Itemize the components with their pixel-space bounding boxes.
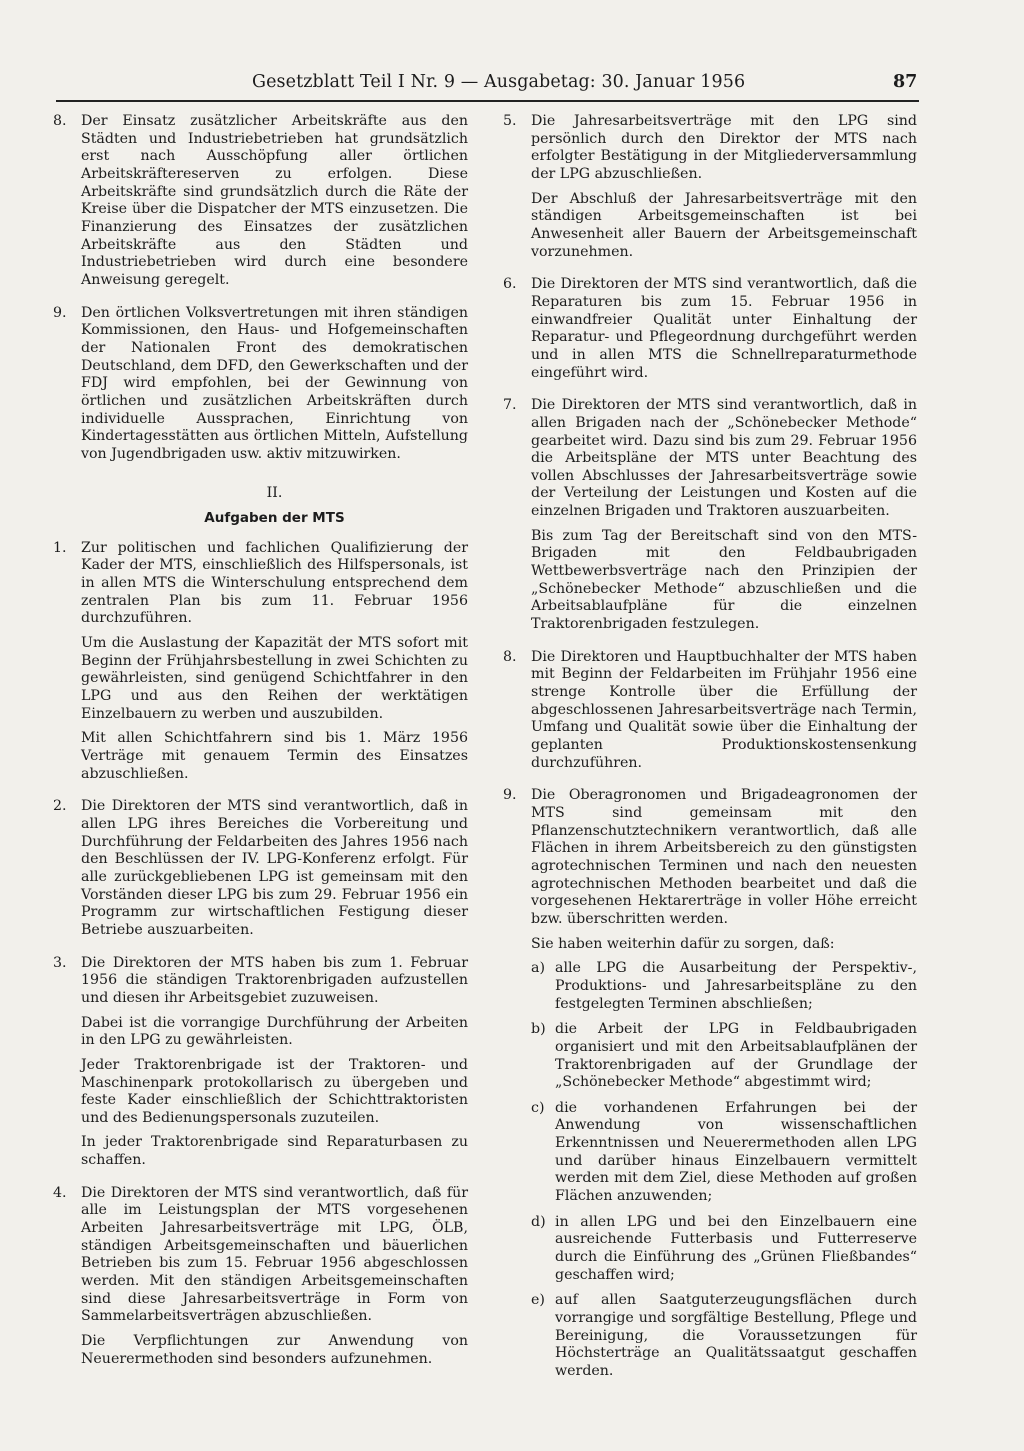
paragraph: Der Abschluß der Jahresarbeitsverträge mit den ständigen Arbeitsgemeinschaften ist bei Anwesenheit aller Bauern der Arbeitsgemeinschaft vorzunehmen. xyxy=(531,190,917,260)
page-header xyxy=(0,72,1024,102)
item-number: 5. xyxy=(503,113,517,129)
item-number: 4. xyxy=(53,1184,67,1201)
paragraph: Die Verpflichtungen zur Anwendung von Neuerermethoden sind besonders aufzunehmen. xyxy=(81,1333,468,1367)
sub-item-b xyxy=(531,1021,917,1092)
paragraph: Sie haben weiterhin dafür zu sorgen, daß: xyxy=(531,935,835,952)
item-number: 6. xyxy=(503,276,517,293)
sub-item-letter: e) xyxy=(531,1292,545,1309)
task-item-3 xyxy=(53,955,468,1170)
paragraph: Die Direktoren der MTS sind verantwortlich, daß für alle im Leistungsplan der MTS vorgesehenen Arbeiten Jahresarbeitsverträge mit LPG, ÖLB, ständigen Arbeitsgemeinschaften und bäuerlichen Betrieben bis zum 15. Februar 1956 abgeschlossen werden. Mit den ständigen Arbeitsgemeinschaften sind diese Jahresarbeitsverträge in Form von Sammelarbeitsverträgen abzuschließen. xyxy=(81,1184,468,1325)
sub-item-letter: c) xyxy=(531,1099,545,1116)
sub-item-text: auf allen Saatguterzeugungsflächen durch vorrangige und sorgfältige Bestellung, Pflege und Bereinigung, die Voraussetzungen für Höchsterträge an Qualitätssaatgut geschaffen werden. xyxy=(555,1292,917,1379)
sub-item-letter: b) xyxy=(531,1021,546,1038)
sub-item-letter: d) xyxy=(531,1213,546,1230)
sub-item-c xyxy=(531,1100,917,1206)
item-text: Der Einsatz zusätzlicher Arbeitskräfte aus den Städten und Industriebetrieben hat grundsätzlich erst nach Ausschöpfung aller örtlichen Arbeitskräftereserven zu erfolgen. Diese Arbeitskräfte sind grundsätzlich durch die Räte der Kreise über die Dispatcher der MTS einzusetzen. Die Finanzierung des Einsatzes der zusätzlichen Arbeitskräfte aus den Städten und Industriebetrieben wird durch eine besondere Anweisung geregelt. xyxy=(81,113,468,288)
task-item-8 xyxy=(503,649,917,773)
left-column xyxy=(53,113,468,1383)
paragraph: Die Direktoren und Hauptbuchhalter der MTS haben mit Beginn der Feldarbeiten im Frühjahr 1956 eine strenge Kontrolle über die Erfüllung der abgeschlossenen Jahresarbeitsverträge nach Termin, Umfang und Qualität sowie über die Einhaltung der geplanten Produktionskostensenkung durchzuführen. xyxy=(531,648,917,771)
item-number: 1. xyxy=(53,539,67,556)
paragraph: Die Direktoren der MTS haben bis zum 1. Februar 1956 die ständigen Traktorenbrigaden aufzustellen und diesen ihr Arbeitsgebiet zuzuweisen. xyxy=(81,954,468,1006)
item-number: 9. xyxy=(53,304,67,321)
section-item-9 xyxy=(53,305,468,464)
item-number: 9. xyxy=(503,787,517,804)
item-number: 8. xyxy=(503,648,517,665)
item-number: 2. xyxy=(53,798,67,815)
paragraph: Zur politischen und fachlichen Qualifizierung der Kader der MTS, einschließlich des Hilfspersonals, ist in allen MTS die Winterschulung entsprechend dem zentralen Plan bis zum 11. Februar 1956 durchzuführen. xyxy=(81,539,468,627)
header-rule xyxy=(56,100,919,102)
section-item-8 xyxy=(53,113,468,290)
paragraph: Mit allen Schichtfahrern sind bis 1. März 1956 Verträge mit genauem Termin des Einsatzes abzuschließen. xyxy=(81,730,468,782)
section-title: Aufgaben der MTS xyxy=(204,510,345,527)
page-number: 87 xyxy=(893,72,918,92)
sub-item-text: in allen LPG und bei den Einzelbauern eine ausreichende Futterbasis und Futterreserve durch die Einführung des „Grünen Fließbandes“ geschaffen wird; xyxy=(555,1213,917,1283)
sub-item-text: die Arbeit der LPG in Feldbaubrigaden organisiert und mit den Arbeitsablaufplänen der Traktorenbrigaden auf der Grundlage der „Schönebecker Methode“ abgestimmt wird; xyxy=(555,1021,917,1091)
sub-item-letter: a) xyxy=(531,960,545,977)
paragraph: Die Jahresarbeitsverträge mit den LPG sind persönlich durch den Direktor der MTS nach erfolgter Bestätigung in der Mitgliederversammlung der LPG abzuschließen. xyxy=(531,113,917,182)
right-column xyxy=(503,113,917,1396)
paragraph: Die Direktoren der MTS sind verantwortlich, daß die Reparaturen bis zum 15. Februar 1956 in einwandfreier Qualität unter Einhaltung der Reparatur- und Pflegeordnung durchgeführt werden und in allen MTS die Schnellreparaturmethode eingeführt wird. xyxy=(531,276,917,381)
paragraph: Dabei ist die vorrangige Durchführung der Arbeiten in den LPG zu gewährleisten. xyxy=(81,1014,468,1049)
paragraph: Um die Auslastung der Kapazität der MTS sofort mit Beginn der Frühjahrsbestellung in zwei Schichten zu gewährleisten, sind genügend Schichtfahrer in den LPG und aus den Reihen der werktätigen Einzelbauern zu werben und auszubilden. xyxy=(81,635,468,722)
paragraph: Die Oberagronomen und Brigadeagronomen der MTS sind gemeinsam mit den Pflanzenschutztechnikern verantwortlich, daß alle Flächen in ihrem Arbeitsbereich zu den günstigsten agrotechnischen Terminen und nach den neuesten agrotechnischen Methoden bearbeitet und daß die vorgesehenen Hektarerträge in voller Höhe erreicht bzw. überschritten werden. xyxy=(531,787,917,927)
paragraph: Bis zum Tag der Bereitschaft sind von den MTS-Brigaden mit den Feldbaubrigaden Wettbewerbsverträge nach den Prinzipien der „Schönebecker Methode“ abzuschließen und die Arbeitsablaufpläne für die einzelnen Traktorenbrigaden festzulegen. xyxy=(531,527,917,633)
task-item-9 xyxy=(503,787,917,1380)
task-item-5 xyxy=(503,113,917,261)
item-number: 8. xyxy=(53,113,67,129)
section-number: II. xyxy=(266,485,283,502)
item-number: 7. xyxy=(503,397,517,414)
task-item-6 xyxy=(503,276,917,382)
sub-item-a xyxy=(531,960,917,1013)
paragraph: In jeder Traktorenbrigade sind Reparaturbasen zu schaffen. xyxy=(81,1134,468,1169)
sub-item-d xyxy=(531,1214,917,1285)
item-text: Den örtlichen Volksvertretungen mit ihren ständigen Kommissionen, den Haus- und Hofgemeinschaften der Nationalen Front des demokratischen Deutschland, dem DFD, den Gewerkschaften und der FDJ wird empfohlen, bei der Gewinnung von örtlichen und zusätzlichen Arbeitskräften durch individuelle Aussprachen, Einrichtung von Kindertagesstätten aus örtlichen Mitteln, Aufstellung von Jugendbrigaden usw. aktiv mitzuwirken. xyxy=(81,304,468,462)
sub-item-text: die vorhandenen Erfahrungen bei der Anwendung von wissenschaftlichen Erkenntnissen und Neuerermethoden allen LPG und darüber hinaus Einzelbauern vermittelt werden mit dem Ziel, diese Methoden auf großen Flächen anzuwenden; xyxy=(555,1099,917,1205)
paragraph: Die Direktoren der MTS sind verantwortlich, daß in allen LPG ihres Bereiches die Vorbereitung und Durchführung der Feldarbeiten des Jahres 1956 nach den Beschlüssen der IV. LPG-Konferenz erfolgt. Für alle zurückgebliebenen LPG ist gemeinsam mit den Vorständen dieser LPG bis zum 29. Februar 1956 ein Programm zur wirtschaftlichen Festigung dieser Betriebe auszuarbeiten. xyxy=(81,798,468,938)
header-title: Gesetzblatt Teil I Nr. 9 — Ausgabetag: 30. Januar 1956 xyxy=(252,72,746,92)
task-item-7 xyxy=(503,397,917,634)
paragraph: Jeder Traktorenbrigade ist der Traktoren- und Maschinenpark protokollarisch zu übergeben und feste Kader einschließlich der Schichttraktoristen und des Bedienungspersonals zuzuteilen. xyxy=(81,1056,468,1126)
sub-item-text: alle LPG die Ausarbeitung der Perspektiv-, Produktions- und Jahresarbeitspläne zu den festgelegten Terminen abschließen; xyxy=(555,960,917,1012)
item-number: 3. xyxy=(53,954,67,971)
task-item-2 xyxy=(53,798,468,939)
task-item-1 xyxy=(53,540,468,784)
sub-item-e xyxy=(531,1292,917,1380)
task-item-4 xyxy=(53,1185,468,1369)
paragraph: Die Direktoren der MTS sind verantwortlich, daß in allen Brigaden nach der „Schönebecker Methode“ gearbeitet wird. Dazu sind bis zum 29. Februar 1956 die Arbeitspläne der MTS unter Beachtung des vollen Abschlusses der Jahresarbeitsverträge sowie der Verteilung der Leistungen und Kosten auf die einzelnen Brigaden und Traktoren auszuarbeiten. xyxy=(531,397,917,520)
